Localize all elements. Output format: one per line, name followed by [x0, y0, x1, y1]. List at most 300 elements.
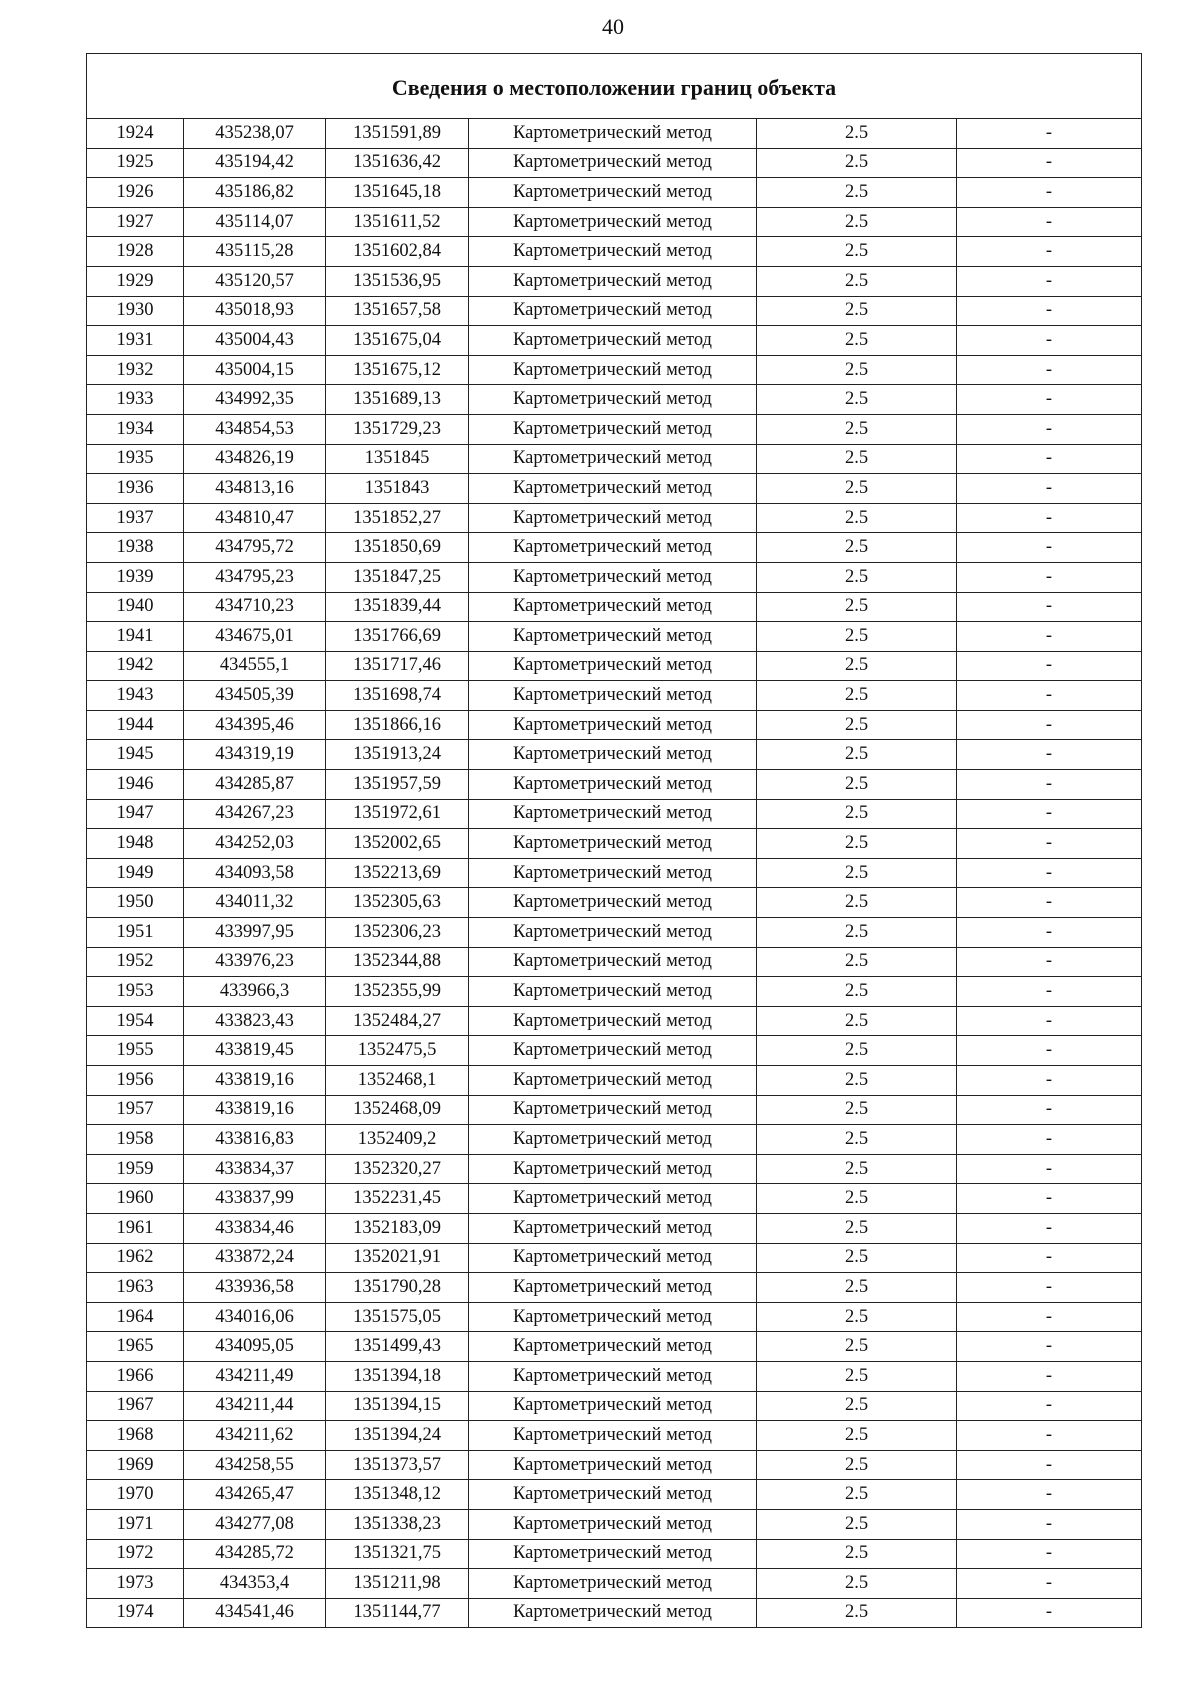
table-title: Сведения о местоположении границ объекта [87, 54, 1142, 119]
x-coordinate-cell: 433997,95 [184, 918, 326, 948]
y-coordinate-cell: 1352344,88 [326, 947, 469, 977]
point-number-cell: 1962 [87, 1243, 184, 1273]
accuracy-cell: 2.5 [757, 888, 957, 918]
table-row [87, 622, 1142, 652]
method-cell: Картометрический метод [469, 977, 757, 1007]
accuracy-cell: 2.5 [757, 1421, 957, 1451]
x-coordinate-cell: 434826,19 [184, 444, 326, 474]
point-number-cell: 1963 [87, 1273, 184, 1303]
x-coordinate-cell: 435115,28 [184, 237, 326, 267]
accuracy-cell: 2.5 [757, 977, 957, 1007]
accuracy-cell: 2.5 [757, 414, 957, 444]
y-coordinate-cell: 1351575,05 [326, 1302, 469, 1332]
x-coordinate-cell: 434505,39 [184, 681, 326, 711]
table-row [87, 681, 1142, 711]
point-number-cell: 1948 [87, 829, 184, 859]
y-coordinate-cell: 1351790,28 [326, 1273, 469, 1303]
table-row [87, 1332, 1142, 1362]
y-coordinate-cell: 1352021,91 [326, 1243, 469, 1273]
point-number-cell: 1973 [87, 1569, 184, 1599]
method-cell: Картометрический метод [469, 592, 757, 622]
y-coordinate-cell: 1352468,09 [326, 1095, 469, 1125]
method-cell: Картометрический метод [469, 562, 757, 592]
table-row [87, 326, 1142, 356]
method-cell: Картометрический метод [469, 1095, 757, 1125]
table-row [87, 1480, 1142, 1510]
table-row [87, 562, 1142, 592]
description-cell: - [957, 1391, 1142, 1421]
x-coordinate-cell: 433966,3 [184, 977, 326, 1007]
table-row [87, 296, 1142, 326]
y-coordinate-cell: 1352306,23 [326, 918, 469, 948]
point-number-cell: 1967 [87, 1391, 184, 1421]
description-cell: - [957, 355, 1142, 385]
point-number-cell: 1932 [87, 355, 184, 385]
method-cell: Картометрический метод [469, 681, 757, 711]
description-cell: - [957, 918, 1142, 948]
description-cell: - [957, 1036, 1142, 1066]
accuracy-cell: 2.5 [757, 1066, 957, 1096]
table-row [87, 977, 1142, 1007]
method-cell: Картометрический метод [469, 444, 757, 474]
method-cell: Картометрический метод [469, 1302, 757, 1332]
method-cell: Картометрический метод [469, 1450, 757, 1480]
method-cell: Картометрический метод [469, 207, 757, 237]
description-cell: - [957, 1361, 1142, 1391]
description-cell: - [957, 1125, 1142, 1155]
accuracy-cell: 2.5 [757, 1243, 957, 1273]
method-cell: Картометрический метод [469, 414, 757, 444]
accuracy-cell: 2.5 [757, 1569, 957, 1599]
table-row [87, 858, 1142, 888]
x-coordinate-cell: 433872,24 [184, 1243, 326, 1273]
accuracy-cell: 2.5 [757, 770, 957, 800]
y-coordinate-cell: 1351321,75 [326, 1539, 469, 1569]
table-row [87, 474, 1142, 504]
point-number-cell: 1950 [87, 888, 184, 918]
method-cell: Картометрический метод [469, 947, 757, 977]
x-coordinate-cell: 433976,23 [184, 947, 326, 977]
description-cell: - [957, 119, 1142, 149]
y-coordinate-cell: 1351847,25 [326, 562, 469, 592]
y-coordinate-cell: 1351394,18 [326, 1361, 469, 1391]
y-coordinate-cell: 1351957,59 [326, 770, 469, 800]
description-cell: - [957, 799, 1142, 829]
description-cell: - [957, 533, 1142, 563]
table-row [87, 1391, 1142, 1421]
y-coordinate-cell: 1351394,15 [326, 1391, 469, 1421]
accuracy-cell: 2.5 [757, 237, 957, 267]
x-coordinate-cell: 434265,47 [184, 1480, 326, 1510]
point-number-cell: 1974 [87, 1598, 184, 1628]
table-row [87, 266, 1142, 296]
point-number-cell: 1926 [87, 178, 184, 208]
accuracy-cell: 2.5 [757, 503, 957, 533]
point-number-cell: 1952 [87, 947, 184, 977]
point-number-cell: 1924 [87, 119, 184, 149]
accuracy-cell: 2.5 [757, 562, 957, 592]
x-coordinate-cell: 434992,35 [184, 385, 326, 415]
x-coordinate-cell: 433819,45 [184, 1036, 326, 1066]
x-coordinate-cell: 434011,32 [184, 888, 326, 918]
description-cell: - [957, 977, 1142, 1007]
method-cell: Картометрический метод [469, 888, 757, 918]
x-coordinate-cell: 435004,43 [184, 326, 326, 356]
point-number-cell: 1937 [87, 503, 184, 533]
method-cell: Картометрический метод [469, 1539, 757, 1569]
accuracy-cell: 2.5 [757, 858, 957, 888]
point-number-cell: 1935 [87, 444, 184, 474]
description-cell: - [957, 266, 1142, 296]
point-number-cell: 1971 [87, 1509, 184, 1539]
method-cell: Картометрический метод [469, 1273, 757, 1303]
y-coordinate-cell: 1351373,57 [326, 1450, 469, 1480]
method-cell: Картометрический метод [469, 533, 757, 563]
point-number-cell: 1927 [87, 207, 184, 237]
description-cell: - [957, 1450, 1142, 1480]
table-row [87, 770, 1142, 800]
table-row [87, 1273, 1142, 1303]
description-cell: - [957, 1421, 1142, 1451]
accuracy-cell: 2.5 [757, 326, 957, 356]
accuracy-cell: 2.5 [757, 1509, 957, 1539]
point-number-cell: 1970 [87, 1480, 184, 1510]
method-cell: Картометрический метод [469, 178, 757, 208]
point-number-cell: 1941 [87, 622, 184, 652]
x-coordinate-cell: 435018,93 [184, 296, 326, 326]
x-coordinate-cell: 433936,58 [184, 1273, 326, 1303]
y-coordinate-cell: 1351972,61 [326, 799, 469, 829]
method-cell: Картометрический метод [469, 1391, 757, 1421]
table-row [87, 1539, 1142, 1569]
table-row [87, 1184, 1142, 1214]
accuracy-cell: 2.5 [757, 296, 957, 326]
description-cell: - [957, 1332, 1142, 1362]
y-coordinate-cell: 1352231,45 [326, 1184, 469, 1214]
description-cell: - [957, 1213, 1142, 1243]
x-coordinate-cell: 434795,72 [184, 533, 326, 563]
method-cell: Картометрический метод [469, 740, 757, 770]
accuracy-cell: 2.5 [757, 740, 957, 770]
method-cell: Картометрический метод [469, 1213, 757, 1243]
accuracy-cell: 2.5 [757, 681, 957, 711]
y-coordinate-cell: 1351536,95 [326, 266, 469, 296]
point-number-cell: 1929 [87, 266, 184, 296]
point-number-cell: 1947 [87, 799, 184, 829]
table-row [87, 799, 1142, 829]
y-coordinate-cell: 1352468,1 [326, 1066, 469, 1096]
accuracy-cell: 2.5 [757, 918, 957, 948]
table-row [87, 385, 1142, 415]
accuracy-cell: 2.5 [757, 1539, 957, 1569]
point-number-cell: 1938 [87, 533, 184, 563]
accuracy-cell: 2.5 [757, 178, 957, 208]
description-cell: - [957, 710, 1142, 740]
method-cell: Картометрический метод [469, 474, 757, 504]
x-coordinate-cell: 434353,4 [184, 1569, 326, 1599]
x-coordinate-cell: 433819,16 [184, 1066, 326, 1096]
point-number-cell: 1940 [87, 592, 184, 622]
accuracy-cell: 2.5 [757, 829, 957, 859]
page-number: 40 [602, 14, 624, 39]
method-cell: Картометрический метод [469, 1154, 757, 1184]
y-coordinate-cell: 1351348,12 [326, 1480, 469, 1510]
method-cell: Картометрический метод [469, 918, 757, 948]
description-cell: - [957, 947, 1142, 977]
accuracy-cell: 2.5 [757, 592, 957, 622]
description-cell: - [957, 326, 1142, 356]
description-cell: - [957, 444, 1142, 474]
table-row [87, 178, 1142, 208]
method-cell: Картометрический метод [469, 503, 757, 533]
x-coordinate-cell: 434795,23 [184, 562, 326, 592]
table-row [87, 1509, 1142, 1539]
accuracy-cell: 2.5 [757, 710, 957, 740]
table-row [87, 148, 1142, 178]
accuracy-cell: 2.5 [757, 1361, 957, 1391]
method-cell: Картометрический метод [469, 1598, 757, 1628]
accuracy-cell: 2.5 [757, 1213, 957, 1243]
accuracy-cell: 2.5 [757, 1036, 957, 1066]
point-number-cell: 1934 [87, 414, 184, 444]
method-cell: Картометрический метод [469, 1332, 757, 1362]
table-row [87, 1598, 1142, 1628]
x-coordinate-cell: 434395,46 [184, 710, 326, 740]
table-row [87, 355, 1142, 385]
accuracy-cell: 2.5 [757, 1302, 957, 1332]
x-coordinate-cell: 434285,72 [184, 1539, 326, 1569]
accuracy-cell: 2.5 [757, 533, 957, 563]
description-cell: - [957, 1302, 1142, 1332]
description-cell: - [957, 1184, 1142, 1214]
description-cell: - [957, 1154, 1142, 1184]
description-cell: - [957, 651, 1142, 681]
accuracy-cell: 2.5 [757, 474, 957, 504]
y-coordinate-cell: 1351657,58 [326, 296, 469, 326]
method-cell: Картометрический метод [469, 1361, 757, 1391]
description-cell: - [957, 888, 1142, 918]
point-number-cell: 1968 [87, 1421, 184, 1451]
accuracy-cell: 2.5 [757, 1450, 957, 1480]
point-number-cell: 1949 [87, 858, 184, 888]
point-number-cell: 1942 [87, 651, 184, 681]
x-coordinate-cell: 434211,44 [184, 1391, 326, 1421]
x-coordinate-cell: 435186,82 [184, 178, 326, 208]
method-cell: Картометрический метод [469, 829, 757, 859]
x-coordinate-cell: 434093,58 [184, 858, 326, 888]
table-row [87, 1421, 1142, 1451]
x-coordinate-cell: 434285,87 [184, 770, 326, 800]
table-row [87, 829, 1142, 859]
x-coordinate-cell: 434258,55 [184, 1450, 326, 1480]
description-cell: - [957, 740, 1142, 770]
accuracy-cell: 2.5 [757, 148, 957, 178]
description-cell: - [957, 207, 1142, 237]
y-coordinate-cell: 1351675,12 [326, 355, 469, 385]
description-cell: - [957, 681, 1142, 711]
y-coordinate-cell: 1352484,27 [326, 1006, 469, 1036]
x-coordinate-cell: 434211,49 [184, 1361, 326, 1391]
accuracy-cell: 2.5 [757, 1006, 957, 1036]
point-number-cell: 1931 [87, 326, 184, 356]
y-coordinate-cell: 1352305,63 [326, 888, 469, 918]
point-number-cell: 1925 [87, 148, 184, 178]
point-number-cell: 1928 [87, 237, 184, 267]
y-coordinate-cell: 1351766,69 [326, 622, 469, 652]
y-coordinate-cell: 1352355,99 [326, 977, 469, 1007]
point-number-cell: 1943 [87, 681, 184, 711]
table-row [87, 237, 1142, 267]
x-coordinate-cell: 434211,62 [184, 1421, 326, 1451]
y-coordinate-cell: 1351866,16 [326, 710, 469, 740]
point-number-cell: 1939 [87, 562, 184, 592]
accuracy-cell: 2.5 [757, 207, 957, 237]
point-number-cell: 1961 [87, 1213, 184, 1243]
accuracy-cell: 2.5 [757, 1154, 957, 1184]
method-cell: Картометрический метод [469, 296, 757, 326]
description-cell: - [957, 1569, 1142, 1599]
accuracy-cell: 2.5 [757, 1273, 957, 1303]
x-coordinate-cell: 434555,1 [184, 651, 326, 681]
x-coordinate-cell: 434854,53 [184, 414, 326, 444]
y-coordinate-cell: 1351645,18 [326, 178, 469, 208]
y-coordinate-cell: 1351843 [326, 474, 469, 504]
point-number-cell: 1954 [87, 1006, 184, 1036]
y-coordinate-cell: 1351636,42 [326, 148, 469, 178]
table-row [87, 1036, 1142, 1066]
description-cell: - [957, 178, 1142, 208]
table-row [87, 1154, 1142, 1184]
y-coordinate-cell: 1351839,44 [326, 592, 469, 622]
x-coordinate-cell: 434675,01 [184, 622, 326, 652]
method-cell: Картометрический метод [469, 385, 757, 415]
description-cell: - [957, 622, 1142, 652]
method-cell: Картометрический метод [469, 1569, 757, 1599]
table-row [87, 918, 1142, 948]
x-coordinate-cell: 435238,07 [184, 119, 326, 149]
y-coordinate-cell: 1351338,23 [326, 1509, 469, 1539]
description-cell: - [957, 829, 1142, 859]
table-row [87, 533, 1142, 563]
accuracy-cell: 2.5 [757, 651, 957, 681]
y-coordinate-cell: 1351845 [326, 444, 469, 474]
y-coordinate-cell: 1351211,98 [326, 1569, 469, 1599]
point-number-cell: 1972 [87, 1539, 184, 1569]
method-cell: Картометрический метод [469, 1421, 757, 1451]
description-cell: - [957, 1509, 1142, 1539]
description-cell: - [957, 1273, 1142, 1303]
accuracy-cell: 2.5 [757, 1598, 957, 1628]
y-coordinate-cell: 1351729,23 [326, 414, 469, 444]
x-coordinate-cell: 434016,06 [184, 1302, 326, 1332]
point-number-cell: 1945 [87, 740, 184, 770]
accuracy-cell: 2.5 [757, 1184, 957, 1214]
x-coordinate-cell: 434252,03 [184, 829, 326, 859]
x-coordinate-cell: 434319,19 [184, 740, 326, 770]
y-coordinate-cell: 1351144,77 [326, 1598, 469, 1628]
accuracy-cell: 2.5 [757, 947, 957, 977]
y-coordinate-cell: 1352320,27 [326, 1154, 469, 1184]
description-cell: - [957, 562, 1142, 592]
x-coordinate-cell: 434813,16 [184, 474, 326, 504]
y-coordinate-cell: 1351852,27 [326, 503, 469, 533]
method-cell: Картометрический метод [469, 119, 757, 149]
x-coordinate-cell: 435194,42 [184, 148, 326, 178]
point-number-cell: 1951 [87, 918, 184, 948]
table-row [87, 414, 1142, 444]
x-coordinate-cell: 435004,15 [184, 355, 326, 385]
y-coordinate-cell: 1351850,69 [326, 533, 469, 563]
accuracy-cell: 2.5 [757, 1095, 957, 1125]
point-number-cell: 1930 [87, 296, 184, 326]
y-coordinate-cell: 1351689,13 [326, 385, 469, 415]
table-row [87, 444, 1142, 474]
x-coordinate-cell: 433823,43 [184, 1006, 326, 1036]
accuracy-cell: 2.5 [757, 119, 957, 149]
y-coordinate-cell: 1352183,09 [326, 1213, 469, 1243]
table-row [87, 888, 1142, 918]
description-cell: - [957, 592, 1142, 622]
point-number-cell: 1966 [87, 1361, 184, 1391]
accuracy-cell: 2.5 [757, 1480, 957, 1510]
point-number-cell: 1936 [87, 474, 184, 504]
method-cell: Картометрический метод [469, 1509, 757, 1539]
table-row [87, 1125, 1142, 1155]
method-cell: Картометрический метод [469, 1066, 757, 1096]
method-cell: Картометрический метод [469, 237, 757, 267]
accuracy-cell: 2.5 [757, 385, 957, 415]
accuracy-cell: 2.5 [757, 1125, 957, 1155]
accuracy-cell: 2.5 [757, 1391, 957, 1421]
y-coordinate-cell: 1351602,84 [326, 237, 469, 267]
point-number-cell: 1953 [87, 977, 184, 1007]
method-cell: Картометрический метод [469, 651, 757, 681]
table-row [87, 1095, 1142, 1125]
y-coordinate-cell: 1351717,46 [326, 651, 469, 681]
y-coordinate-cell: 1351611,52 [326, 207, 469, 237]
x-coordinate-cell: 433837,99 [184, 1184, 326, 1214]
table-row [87, 503, 1142, 533]
method-cell: Картометрический метод [469, 326, 757, 356]
point-number-cell: 1944 [87, 710, 184, 740]
x-coordinate-cell: 434267,23 [184, 799, 326, 829]
method-cell: Картометрический метод [469, 1036, 757, 1066]
description-cell: - [957, 1095, 1142, 1125]
y-coordinate-cell: 1351675,04 [326, 326, 469, 356]
y-coordinate-cell: 1351591,89 [326, 119, 469, 149]
description-cell: - [957, 1066, 1142, 1096]
description-cell: - [957, 237, 1142, 267]
point-number-cell: 1956 [87, 1066, 184, 1096]
method-cell: Картометрический метод [469, 799, 757, 829]
description-cell: - [957, 1539, 1142, 1569]
accuracy-cell: 2.5 [757, 266, 957, 296]
table-row [87, 1302, 1142, 1332]
table-row [87, 947, 1142, 977]
table-body [87, 119, 1142, 1628]
table-row [87, 1213, 1142, 1243]
point-number-cell: 1969 [87, 1450, 184, 1480]
method-cell: Картометрический метод [469, 622, 757, 652]
description-cell: - [957, 148, 1142, 178]
y-coordinate-cell: 1351394,24 [326, 1421, 469, 1451]
table-row [87, 207, 1142, 237]
method-cell: Картометрический метод [469, 1125, 757, 1155]
description-cell: - [957, 1006, 1142, 1036]
x-coordinate-cell: 434095,05 [184, 1332, 326, 1362]
description-cell: - [957, 385, 1142, 415]
x-coordinate-cell: 434277,08 [184, 1509, 326, 1539]
